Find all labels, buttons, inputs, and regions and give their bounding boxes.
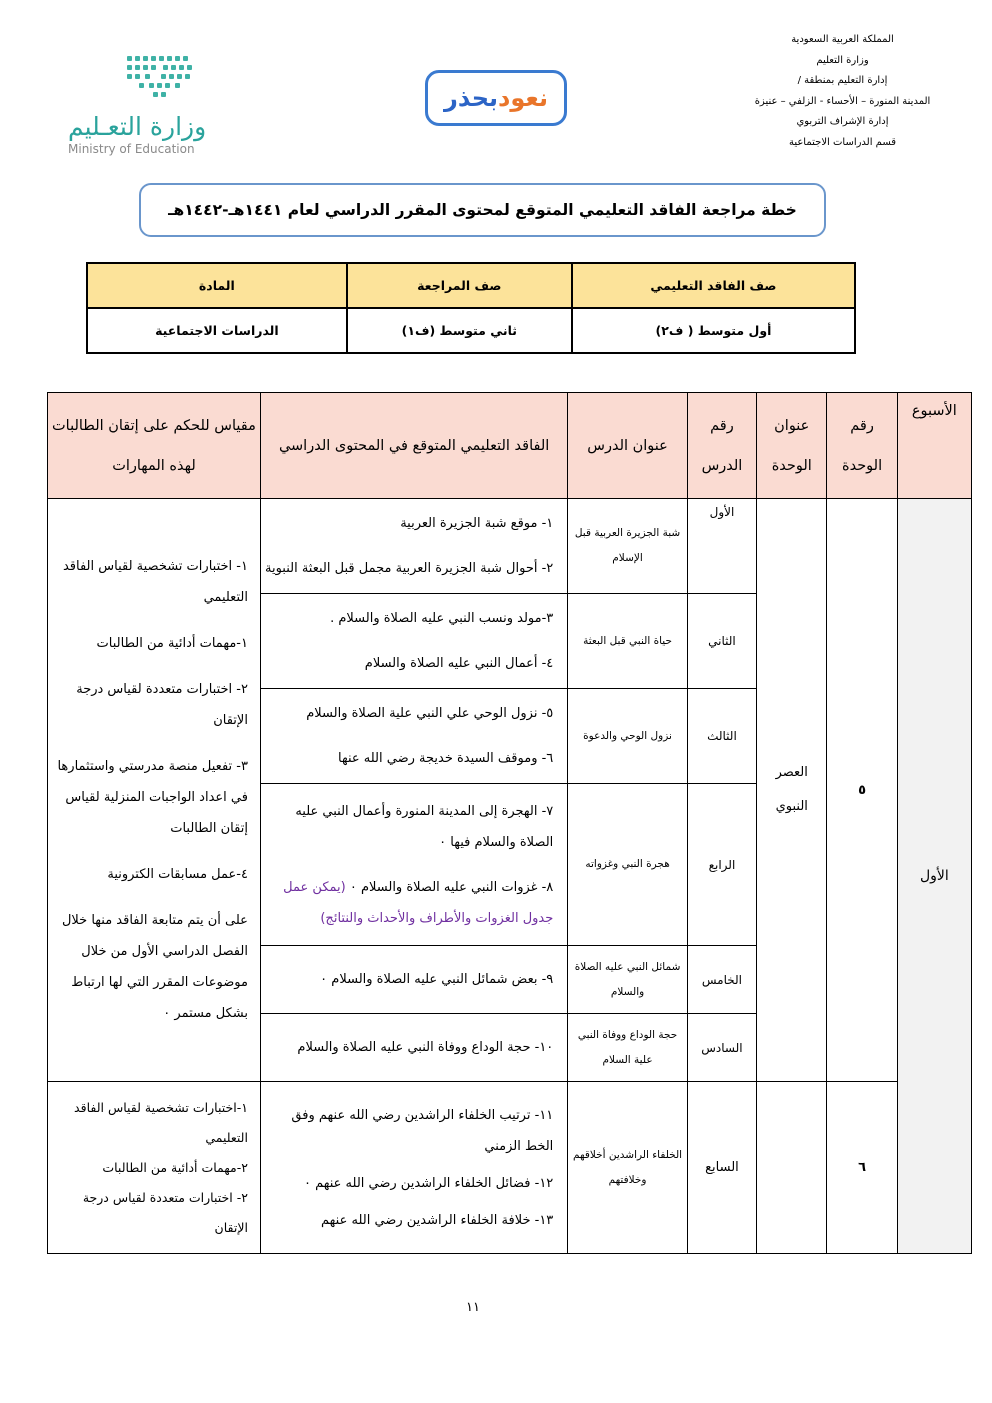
loss-item: ٩- بعض شمائل النبي عليه الصلاة والسلام ٠ <box>320 972 554 987</box>
campaign-word-2: بحذر <box>444 84 499 112</box>
logo-wordmark: وزارة التعـليم <box>68 112 207 141</box>
lesson-loss-cell <box>260 1082 567 1254</box>
org-line: إدارة الإشراف التربوي <box>796 116 889 127</box>
info-header-cell: المادة <box>87 263 347 308</box>
org-line: وزارة التعليم <box>816 54 869 66</box>
measure-item: ٣- تفعيل منصة مدرستي واستثمارها في اعداد الواجبات المنزلية لقياس إتقان الطالبات <box>57 759 248 836</box>
table-row <box>48 499 972 594</box>
lesson-title: حجة الوداع ووفاة النبي علية السلام <box>568 1014 688 1082</box>
lesson-number: الرابع <box>687 784 756 946</box>
measure-item: ١- اختبارات تشخصية لقياس الفاقد التعليمي <box>62 559 248 605</box>
measure-cell <box>48 499 261 1082</box>
week-cell: الأول <box>897 499 971 1254</box>
lesson-title: شمائل النبي عليه الصلاة والسلام <box>568 946 688 1014</box>
measure-item: ٢- اختبارات متعددة لقياس درجة الإتقان <box>82 1189 248 1235</box>
loss-item: ١١- ترتيب الخلفاء الراشدين رضي الله عنهم وفق الخط الزمني <box>291 1107 554 1154</box>
page-number: ١١ <box>466 1300 480 1315</box>
lesson-number: السابع <box>687 1082 756 1254</box>
info-header-cell: صف الفاقد التعليمي <box>572 263 855 308</box>
lesson-number: الثالث <box>687 689 756 784</box>
loss-item: ٧- الهجرة إلى المدينة المنورة وأعمال النبي عليه الصلاة والسلام فيها ٠ <box>295 803 554 850</box>
header-week: الأسبوع <box>897 393 971 499</box>
unit-title-cell: العصر النبوي <box>757 499 827 1082</box>
org-line: المدينة المنورة – الأحساء - الزلفي – عنيزة <box>754 95 931 107</box>
lesson-number: الخامس <box>687 946 756 1014</box>
lesson-number: الأول <box>687 499 756 594</box>
loss-item: ١٠- حجة الوداع ووفاة النبي عليه الصلاة والسلام <box>297 1040 554 1055</box>
lesson-title: الخلفاء الراشدين أخلاقهم وخلافتهم <box>568 1082 688 1254</box>
page-title: خطة مراجعة الفاقد التعليمي المتوقع لمحتوى المقرر الدراسي لعام ١٤٤١هـ-١٤٤٢هـ <box>168 201 797 219</box>
lesson-loss-cell <box>260 1014 567 1082</box>
lesson-loss-cell <box>260 946 567 1014</box>
info-header-cell: صف المراجعة <box>347 263 572 308</box>
measure-item: ٢-مهمات أدائية من الطالبات <box>102 1159 248 1175</box>
lesson-loss-cell <box>260 499 567 594</box>
lesson-title: شبة الجزيرة العربية قبل الإسلام <box>568 499 688 594</box>
info-value-cell: ثاني متوسط (ف١) <box>347 308 572 353</box>
table-row <box>48 1082 972 1254</box>
loss-note: (يمكن عمل جدول الغزوات والأطراف والأحداث والنتائج) <box>283 879 554 926</box>
header-measure: مقياس للحكم على إتقان الطالبات لهذه المهارات <box>48 393 261 499</box>
info-header-row <box>87 263 855 308</box>
org-line: إدارة التعليم بمنطقة / <box>797 75 888 86</box>
measure-item: ٢- اختبارات متعددة لقياس درجة الإتقان <box>76 682 248 728</box>
measure-item: على أن يتم متابعة الفاقد منها خلال الفصل الدراسي الأول من خلال موضوعات المقرر التي لها ارتباط بشكل مستمر ٠ <box>61 913 248 1021</box>
info-value-cell: الدراسات الاجتماعية <box>87 308 347 353</box>
loss-item: ٢- أحوال شبة الجزيرة العربية مجمل قبل البعثة النبوية <box>264 561 554 576</box>
lesson-number: الثاني <box>687 594 756 689</box>
info-value-row <box>87 308 855 353</box>
logo-english-text: Ministry of Education <box>68 142 195 156</box>
lesson-title: حياة النبي قبل البعثة <box>568 594 688 689</box>
header-unit-number: رقم الوحدة <box>827 393 897 499</box>
campaign-word-1: نعود <box>498 84 548 112</box>
measure-item: ١-مهمات أدائية من الطالبات <box>96 636 248 651</box>
header-lesson-title: عنوان الدرس <box>568 393 688 499</box>
measure-item: ١-اختبارات تشخصية لقياس الفاقد التعليمي <box>74 1099 248 1145</box>
lesson-loss-cell <box>260 784 567 946</box>
plan-header-row <box>48 393 972 499</box>
unit-number-cell: ٥ <box>827 499 897 1082</box>
unit-title-cell <box>757 1082 827 1254</box>
measure-item: ٤-عمل مسابقات الكترونية <box>107 867 248 882</box>
plan-table <box>47 392 972 1254</box>
header-unit-title: عنوان الوحدة <box>757 393 827 499</box>
unit-number-cell: ٦ <box>827 1082 897 1254</box>
loss-item: ١- موقع شبة الجزيرة العربية <box>400 516 554 531</box>
lesson-loss-cell <box>260 689 567 784</box>
measure-cell <box>48 1082 261 1254</box>
organization-header <box>735 30 950 153</box>
info-value-cell: أول متوسط ( ف٢) <box>572 308 855 353</box>
info-table <box>86 262 856 354</box>
lesson-number: السادس <box>687 1014 756 1082</box>
header-lesson-number: رقم الدرس <box>687 393 756 499</box>
org-line: قسم الدراسات الاجتماعية <box>788 136 897 148</box>
lesson-loss-cell <box>260 594 567 689</box>
loss-item: ١٣- خلافة الخلفاء الراشدين رضي الله عنهم <box>321 1212 554 1228</box>
header-learning-loss: الفاقد التعليمي المتوقع في المحتوى الدراسي <box>260 393 567 499</box>
loss-item: ٣-مولد ونسب النبي عليه الصلاة والسلام . <box>330 611 554 626</box>
title-box <box>139 183 826 237</box>
lesson-title: هجرة النبي وغزواته <box>568 784 688 946</box>
loss-item: ٦- وموقف السيدة خديجة رضي الله عنها <box>337 751 554 766</box>
lesson-title: نزول الوحي والدعوة <box>568 689 688 784</box>
loss-item: ١٢- فضائل الخلفاء الراشدين رضي الله عنهم ٠ <box>303 1175 554 1191</box>
loss-item: ٨- غزوات النبي عليه الصلاة والسلام ٠ <box>349 879 554 895</box>
loss-item: ٤- أعمال النبي عليه الصلاة والسلام <box>364 656 554 671</box>
org-line: المملكة العربية السعودية <box>791 34 894 45</box>
campaign-badge <box>425 70 567 126</box>
loss-item: ٥- نزول الوحي علي النبي علية الصلاة والسلام <box>306 706 554 721</box>
